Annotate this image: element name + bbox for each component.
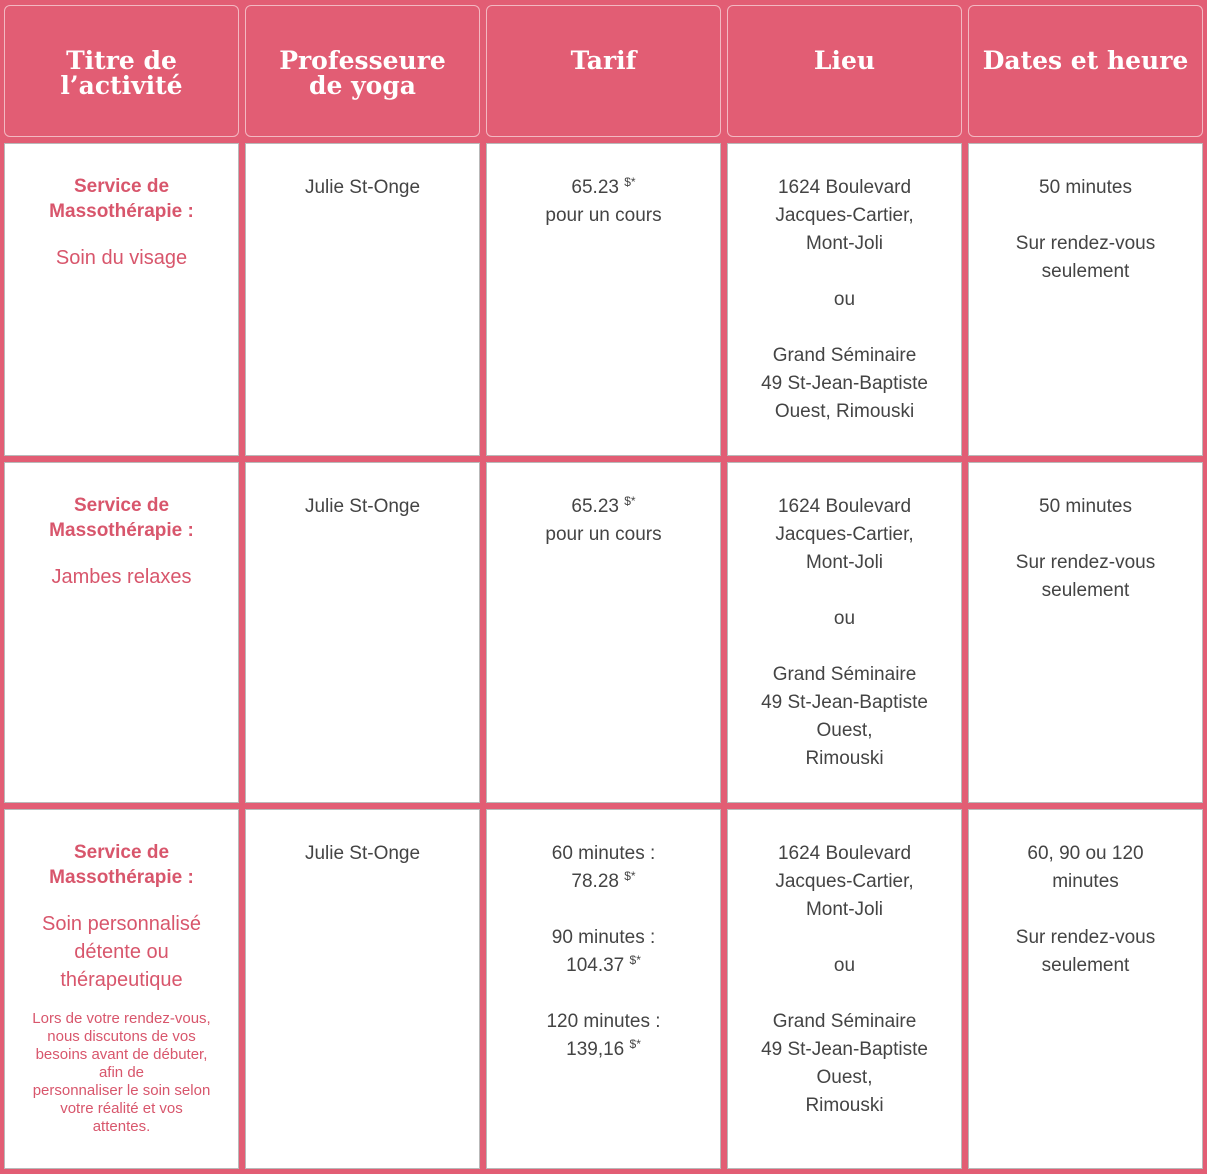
- row2-activity-cell: [4, 462, 239, 803]
- address-line: 49 St-Jean-Baptiste: [761, 1039, 928, 1060]
- price-note: pour un cours: [545, 524, 662, 545]
- appointment-note: Sur rendez-vous: [1015, 552, 1156, 573]
- row3-activity-cell: [4, 809, 239, 1169]
- teacher-name: Julie St-Onge: [304, 843, 421, 864]
- service-note: Lors de votre rendez-vous,: [32, 1010, 211, 1027]
- row1-price-cell: [486, 143, 721, 456]
- address-line: 1624 Boulevard: [777, 496, 912, 517]
- address-line: 1624 Boulevard: [777, 177, 912, 198]
- price-label: 90 minutes :: [551, 927, 656, 948]
- address-line: Jacques-Cartier,: [775, 871, 914, 892]
- teacher-name: Julie St-Onge: [304, 496, 421, 517]
- address-line: Grand Séminaire: [772, 664, 917, 685]
- header-text: Tarif: [570, 46, 637, 75]
- price-value: 139,16: [566, 1039, 625, 1060]
- row3-teacher-cell: [245, 809, 480, 1169]
- price-label: 60 minutes :: [551, 843, 656, 864]
- duration: 50 minutes: [1039, 496, 1132, 517]
- price-value: 65.23: [571, 177, 619, 198]
- appointment-note: seulement: [1041, 261, 1130, 282]
- header-teacher: [245, 5, 480, 137]
- address-line: Jacques-Cartier,: [775, 524, 914, 545]
- service-note: afin de: [98, 1064, 145, 1081]
- price-currency: $*: [624, 494, 636, 508]
- teacher-name: Julie St-Onge: [304, 177, 421, 198]
- price-value: 104.37: [566, 955, 625, 976]
- address-line: Grand Séminaire: [772, 1011, 917, 1032]
- header-location: [727, 5, 962, 137]
- location-or: ou: [833, 289, 856, 310]
- row3-location-cell: [727, 809, 962, 1169]
- service-name: Soin personnalisé: [42, 913, 201, 935]
- address-line: Grand Séminaire: [772, 345, 917, 366]
- header-price: [486, 5, 721, 137]
- service-title: Service de: [73, 842, 170, 863]
- row2-location-cell: [727, 462, 962, 803]
- price-amount: [487, 493, 720, 521]
- price-currency: $*: [629, 1037, 641, 1051]
- row2-dates-cell: [968, 462, 1203, 803]
- service-name: Jambes relaxes: [51, 566, 192, 588]
- address-line: Rimouski: [805, 1095, 884, 1116]
- price-value: 78.28: [571, 871, 619, 892]
- address-line: Ouest,: [816, 1067, 873, 1088]
- service-note: personnaliser le soin selon: [32, 1082, 211, 1099]
- address-line: 49 St-Jean-Baptiste: [761, 692, 928, 713]
- row1-dates-cell: [968, 143, 1203, 456]
- service-title: Massothérapie :: [49, 867, 194, 888]
- address-line: 49 St-Jean-Baptiste: [761, 373, 928, 394]
- location-or: ou: [833, 608, 856, 629]
- price-label: 120 minutes :: [546, 1011, 661, 1032]
- address-line: Jacques-Cartier,: [775, 205, 914, 226]
- service-name: Soin du visage: [55, 247, 188, 269]
- service-title: Service de: [73, 495, 170, 516]
- header-activity: [4, 5, 239, 137]
- price-currency: $*: [624, 175, 636, 189]
- header-text: l’activité: [60, 71, 183, 100]
- row1-location-cell: [727, 143, 962, 456]
- header-dates: [968, 5, 1203, 137]
- header-text: Titre de: [66, 46, 177, 75]
- price-currency: $*: [624, 869, 636, 883]
- address-line: Mont-Joli: [805, 233, 884, 254]
- service-note: votre réalité et vos: [60, 1100, 183, 1117]
- price-amount: [487, 1036, 720, 1064]
- duration: 60, 90 ou 120: [1027, 843, 1144, 864]
- service-note: besoins avant de débuter,: [35, 1046, 208, 1063]
- price-currency: $*: [629, 953, 641, 967]
- appointment-note: Sur rendez-vous: [1015, 927, 1156, 948]
- location-or: ou: [833, 955, 856, 976]
- header-text: Lieu: [813, 46, 876, 75]
- service-title: Massothérapie :: [49, 201, 194, 222]
- address-line: Rimouski: [805, 748, 884, 769]
- service-title: Service de: [73, 176, 170, 197]
- duration: 50 minutes: [1039, 177, 1132, 198]
- appointment-note: seulement: [1041, 955, 1130, 976]
- header-text: de yoga: [309, 71, 416, 100]
- address-line: Ouest,: [816, 720, 873, 741]
- row3-price-cell: [486, 809, 721, 1169]
- row2-teacher-cell: [245, 462, 480, 803]
- row1-teacher-cell: [245, 143, 480, 456]
- row3-dates-cell: [968, 809, 1203, 1169]
- address-line: Ouest, Rimouski: [774, 401, 915, 422]
- price-amount: [487, 952, 720, 980]
- header-text: Professeure: [279, 46, 446, 75]
- address-line: Mont-Joli: [805, 552, 884, 573]
- service-note: nous discutons de vos: [47, 1028, 196, 1045]
- address-line: 1624 Boulevard: [777, 843, 912, 864]
- appointment-note: Sur rendez-vous: [1015, 233, 1156, 254]
- price-amount: [487, 868, 720, 896]
- service-title: Massothérapie :: [49, 520, 194, 541]
- duration: minutes: [1052, 871, 1119, 892]
- appointment-note: seulement: [1041, 580, 1130, 601]
- price-note: pour un cours: [545, 205, 662, 226]
- service-note: attentes.: [92, 1118, 151, 1135]
- address-line: Mont-Joli: [805, 899, 884, 920]
- row2-price-cell: [486, 462, 721, 803]
- service-name: thérapeutique: [60, 969, 183, 991]
- price-amount: [487, 174, 720, 202]
- service-name: détente ou: [74, 941, 169, 963]
- header-text: Dates et heure: [982, 46, 1189, 75]
- price-value: 65.23: [571, 496, 619, 517]
- row1-activity-cell: [4, 143, 239, 456]
